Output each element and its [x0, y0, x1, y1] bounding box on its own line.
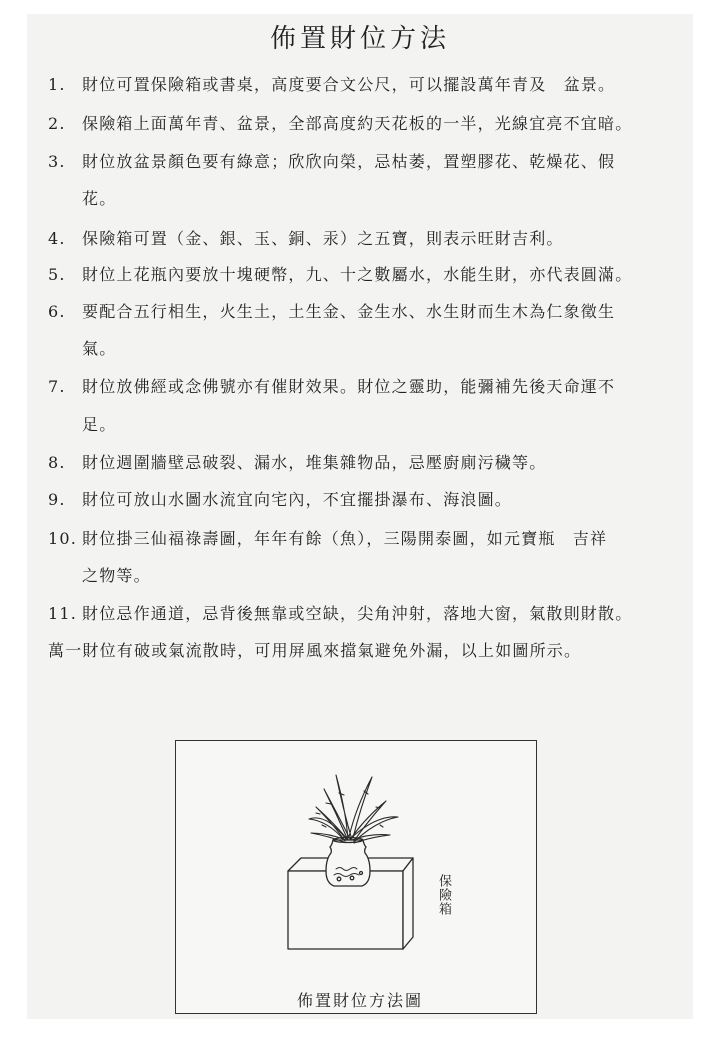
item-number: 2.	[48, 114, 66, 133]
plant-drawing	[309, 775, 398, 843]
item-number: 4.	[48, 229, 66, 248]
item-number: 6.	[48, 302, 66, 321]
item-4-line	[48, 226, 564, 249]
item-10-continuation: 之物等。	[82, 566, 151, 585]
illustration-frame	[175, 740, 537, 1014]
item-7-continuation: 足。	[82, 415, 117, 434]
item-5-line	[48, 262, 632, 285]
safe-box-label: 保險箱	[436, 874, 451, 916]
item-text: 財位可置保險箱或書桌，高度要合文公尺，可以擺設萬年青及 盆景。	[82, 75, 616, 94]
page-title: 佈置財位方法	[269, 24, 450, 54]
item-number: 9.	[48, 490, 66, 509]
item-text: 財位掛三仙福祿壽圖，年年有餘（魚），三陽開泰圖，如元寶瓶 吉祥	[82, 529, 608, 548]
item-1-line	[48, 72, 615, 95]
item-text: 財位上花瓶內要放十塊硬幣，九、十之數屬水，水能生財，亦代表圓滿。	[82, 265, 633, 284]
closing-paragraph: 萬一財位有破或氣流散時，可用屏風來擋氣避免外漏，以上如圖所示。	[48, 641, 582, 660]
item-text: 財位放佛經或念佛號亦有催財效果。財位之靈助，能彌補先後天命運不	[82, 377, 616, 396]
item-number: 10.	[48, 529, 78, 548]
item-6-line	[48, 299, 615, 322]
item-2-line	[48, 111, 632, 134]
item-text: 財位放盆景顏色要有綠意；欣欣向榮，忌枯萎，置塑膠花、乾燥花、假	[82, 152, 616, 171]
vase-drawing	[326, 838, 370, 887]
item-number: 7.	[48, 377, 66, 396]
item-number: 3.	[48, 152, 66, 171]
item-text: 財位忌作通道，忌背後無靠或空缺，尖角沖射，落地大窗，氣散則財散。	[82, 604, 633, 623]
item-text: 財位週圍牆壁忌破裂、漏水，堆集雜物品，忌壓廚廁污穢等。	[82, 453, 547, 472]
item-number: 8.	[48, 453, 66, 472]
item-9-line	[48, 487, 512, 510]
safe-with-plant-illustration	[176, 741, 536, 1013]
item-10-line	[48, 526, 607, 549]
item-7-line	[48, 374, 615, 397]
item-3-continuation: 花。	[82, 189, 117, 208]
item-text: 要配合五行相生，火生土，土生金、金生水、水生財而生木為仁象徵生	[82, 302, 616, 321]
item-number: 5.	[48, 265, 66, 284]
item-text: 財位可放山水圖水流宜向宅內，不宜擺掛瀑布、海浪圖。	[82, 490, 513, 509]
figure-caption: 佈置財位方法圖	[296, 991, 423, 1010]
item-text: 保險箱可置（金、銀、玉、銅、汞）之五寶，則表示旺財吉利。	[82, 229, 564, 248]
item-11-line	[48, 601, 632, 624]
item-6-continuation: 氣。	[82, 339, 117, 358]
item-number: 11.	[48, 604, 78, 623]
item-number: 1.	[48, 75, 66, 94]
item-8-line	[48, 450, 546, 473]
item-3-line	[48, 149, 615, 172]
item-text: 保險箱上面萬年青、盆景，全部高度約天花板的一半，光線宜亮不宜暗。	[82, 114, 633, 133]
